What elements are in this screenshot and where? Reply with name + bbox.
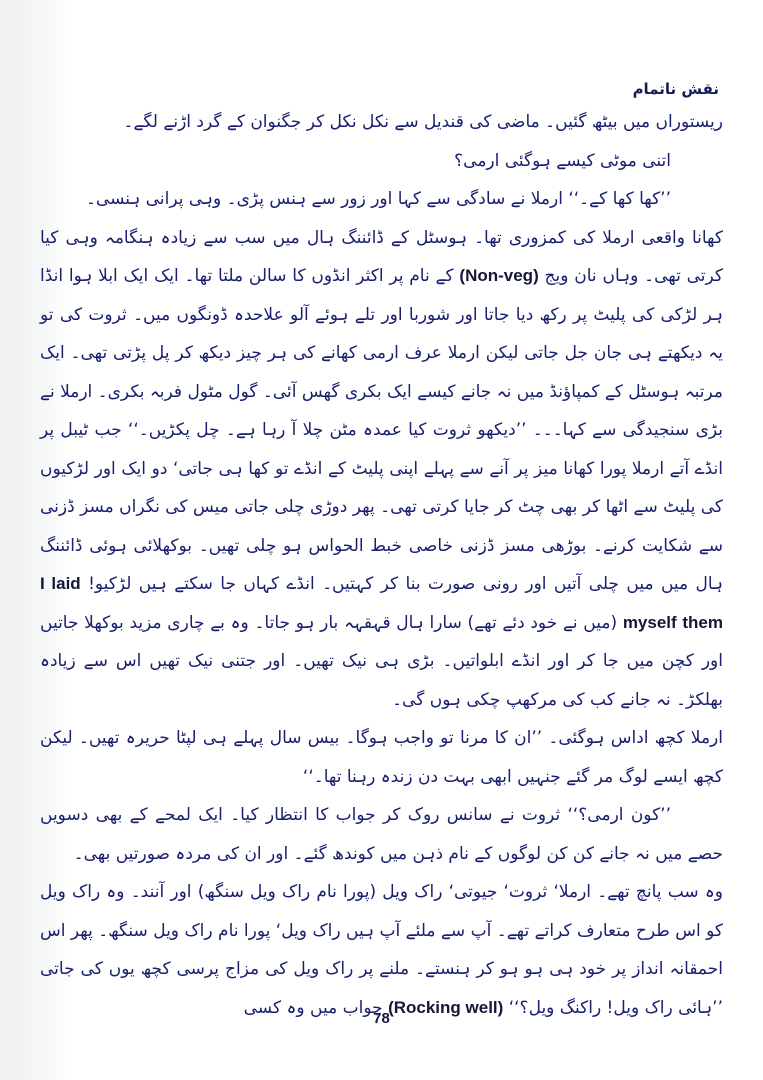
paragraph [40,873,723,1027]
english-quote: I laid them [40,574,724,632]
paragraph: اتنی موٹی کیسے ہوگئی ارمی؟ [454,150,671,171]
running-header: نقش ناتمام [632,80,719,98]
text-run: جواب میں وہ کسی [243,997,383,1018]
text-run: (میں نے خود دئے تھے) سارا ہال قہقہہ بار ہو جاتا۔ وہ بے چاری مزید بوکھلا جاتیں اور کچن میں جا کر اور انڈے ابلواتیں۔ بڑی ہی نیک تھیں۔ اور جتنی نیک تھیں اس سے زیادہ بھلکڑ۔ نہ جانے کب کی مرکھپ چکی ہوں گی۔ [40,612,723,710]
english-quote: myself [622,612,677,632]
english-term: (Non-veg) [459,266,539,285]
paragraph: ’’کون ارمی؟‘‘ ثروت نے سانس روک کر جواب کا انتظار کیا۔ ایک لمحے کے بھی دسویں حصے میں نہ جانے کن کن لوگوں کے نام ذہن میں کوندھ گئے۔ اور ان کی مردہ صورتیں بھی۔ [40,805,723,864]
paragraph [40,219,723,720]
paragraph: ارملا کچھ اداس ہوگئی۔ ’’ان کا مرنا تو واجب ہوگا۔ بیس سال پہلے ہی لپٹا حریرہ تھیں۔ لیکن کچھ ایسے لوگ مر گئے جنہیں ابھی بہت دن زندہ رہنا تھا۔‘‘ [40,728,723,787]
text-run: کھانا واقعی ارملا کی کمزوری تھا۔ ہوسٹل کے ڈائننگ ہال میں سب سے زیادہ ہنگامہ وہی کیا کرتی تھی۔ وہاں نان ویج [40,227,723,286]
page-body [40,103,723,1027]
text-run: کے نام پر اکثر انڈوں کا سالن ملتا تھا۔ ایک ایک ابلا ہوا انڈا ہر لڑکی کی پلیٹ پر رکھ دیا جاتا اور شوربا اور تلے ہوئے آلو علاحدہ ڈونگوں میں۔ ثروت کی تو یہ دیکھتے ہی جان جل جاتی لیکن ارملا عرف ارمی کھانے کی ہر چیز دیکھ کر پل پڑتی تھی۔ ایک مرتبہ ہوسٹل کے کمپاؤنڈ میں نہ جانے کیسے ایک بکری گھس آئی۔ گول مٹول فربہ بکری۔ ارملا نے بڑی سنجیدگی سے کہا۔۔۔ ’’دیکھو ثروت کیا عمدہ مٹن چلا آ رہا ہے۔ چل پکڑیں۔‘‘ جب ٹیبل پر انڈے آتے ارملا پورا کھانا میز پر آنے سے پہلے اپنی پلیٹ کے انڈے تو کھا ہی جاتی‘ دو ایک اور لڑکیوں کی پلیٹ سے اٹھا کر بھی چٹ کر جایا کرتی تھی۔ پھر دوڑی چلی جاتی میس کی نگراں مسز ڈزنی سے شکایت کرنے۔ بوڑھی مسز ڈزنی خاصی خبط الحواس ہو چلی تھیں۔ بوکھلائی ہوئی ڈائننگ ہال میں میں چلی آتیں اور رونی صورت بنا کر کہتیں۔ انڈے کہاں جا سکتے ہیں لڑکیو! [39,266,723,594]
text-run: وہ سب پانچ تھے۔ ارملا‘ ثروت‘ جیوتی‘ راک ویل (پورا نام راک ویل سنگھ) اور آنند۔ وہ راک ویل کو اس طرح متعارف کراتے تھے۔ آپ سے ملئے آپ ہیں راک ویل‘ پورا نام راک ویل سنگھ۔ پھر اس احمقانہ انداز پر خود ہی ہو ہو کر ہنستے۔ ملنے پر راک ویل کی مزاج پرسی کچھ یوں کی جاتی ’’ہائی راک ویل! راکنگ ویل؟‘‘ [40,882,723,1018]
english-term: (Rocking well) [388,997,504,1017]
paragraph: ’’کھا کھا کے۔‘‘ ارملا نے سادگی سے کہا اور زور سے ہنس پڑی۔ وہی پرانی ہنسی۔ [85,189,671,209]
page-number: 78 [373,1010,390,1027]
paragraph: ریستوراں میں بیٹھ گئیں۔ ماضی کی قندیل سے نکل نکل کر جگنوان کے گرد اڑنے لگے۔ [123,112,723,132]
